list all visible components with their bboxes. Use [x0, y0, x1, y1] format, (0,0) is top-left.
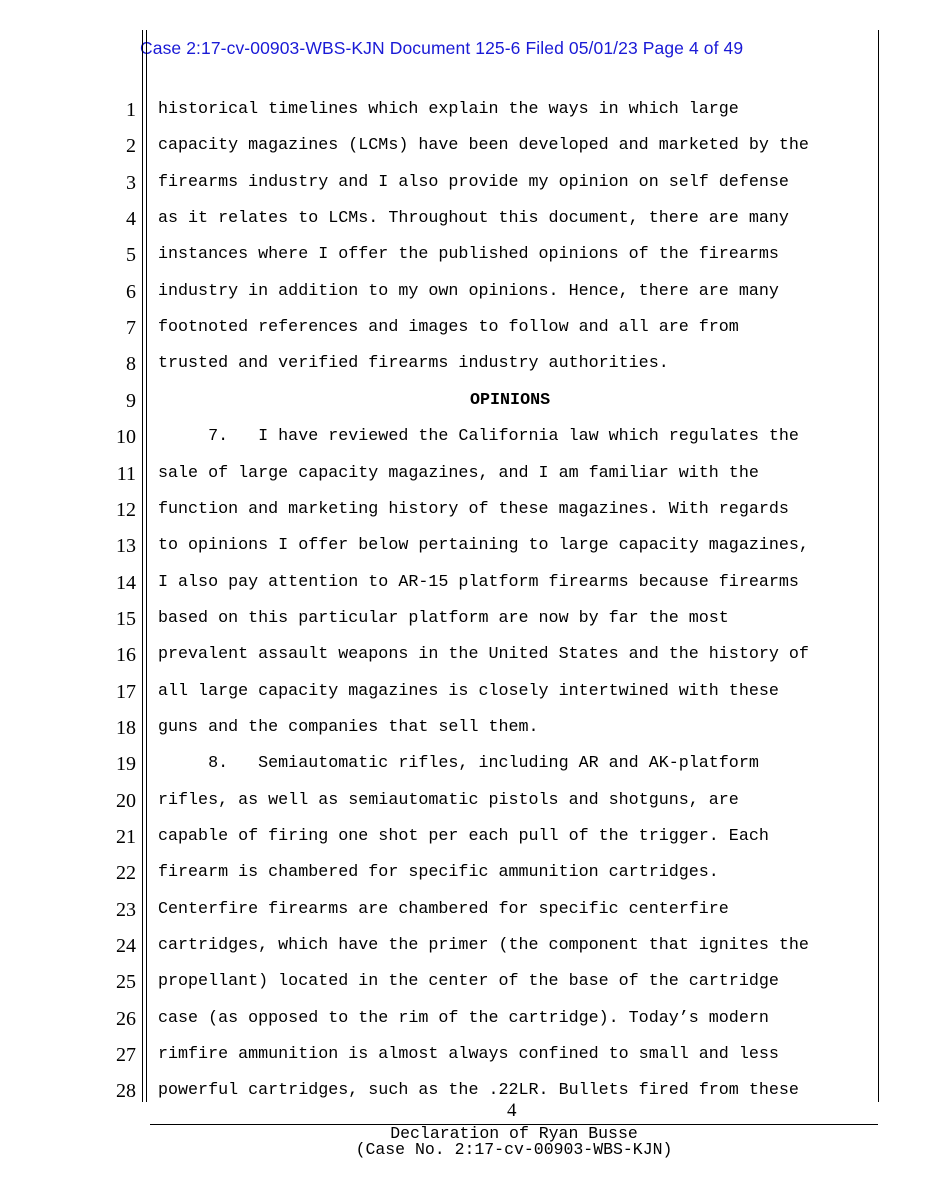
line-number: 11 [116, 462, 136, 485]
text-line: based on this particular platform are now by far the most [158, 608, 729, 628]
text-line: as it relates to LCMs. Throughout this document, there are many [158, 209, 789, 229]
text-line: cartridges, which have the primer (the component that ignites the [158, 936, 809, 956]
line-number: 8 [126, 353, 136, 376]
line-number: 4 [126, 208, 136, 231]
footer [150, 1126, 878, 1158]
text-line: case (as opposed to the rim of the cartridge). Today’s modern [158, 1008, 769, 1028]
line-number: 12 [116, 498, 136, 521]
line-number: 18 [116, 716, 136, 739]
line-number: 14 [116, 571, 136, 594]
text-line: capacity magazines (LCMs) have been developed and marketed by the [158, 136, 809, 156]
text-line: historical timelines which explain the ways in which large [158, 100, 739, 119]
left-margin-rule [142, 30, 143, 1102]
text-line: prevalent assault weapons in the United States and the history of [158, 645, 809, 665]
line-number: 22 [116, 862, 136, 885]
text-line: instances where I offer the published opinions of the firearms [158, 245, 779, 265]
line-number: 28 [116, 1080, 136, 1103]
line-number: 1 [126, 99, 136, 121]
text-line: firearms industry and I also provide my opinion on self defense [158, 172, 789, 192]
line-number: 27 [116, 1044, 136, 1067]
line-number: 3 [126, 171, 136, 194]
text-line: trusted and verified firearms industry authorities. [158, 354, 669, 374]
footer-case-number: (Case No. 2:17-cv-00903-WBS-KJN) [355, 1140, 673, 1159]
text-line: capable of firing one shot per each pull of the trigger. Each [158, 827, 769, 846]
text-line: rimfire ammunition is almost always confined to small and less [158, 1045, 779, 1065]
text-line: to opinions I offer below pertaining to large capacity magazines, [158, 536, 809, 556]
line-number: 19 [116, 753, 136, 776]
text-line: powerful cartridges, such as the .22LR. Bullets fired from these [158, 1081, 799, 1101]
line-number: 9 [126, 389, 136, 412]
text-line: firearm is chambered for specific ammunition cartridges. [158, 863, 719, 883]
text-line: propellant) located in the center of the base of the cartridge [158, 972, 779, 992]
line-number: 2 [126, 135, 136, 158]
line-number: 10 [116, 426, 136, 449]
text-line: 8. Semiautomatic rifles, including AR and AK-platform [158, 754, 759, 774]
line-number: 25 [116, 971, 136, 994]
text-line: function and marketing history of these magazines. With regards [158, 499, 789, 519]
line-number: 26 [116, 1007, 136, 1030]
right-margin-rule [878, 30, 879, 1102]
text-line: sale of large capacity magazines, and I am familiar with the [158, 463, 759, 483]
left-margin-rule-inner [146, 30, 147, 1102]
line-number: 24 [116, 935, 136, 958]
line-number: 21 [116, 826, 136, 848]
line-number: 15 [116, 607, 136, 630]
line-number: 6 [126, 280, 136, 303]
text-line: 7. I have reviewed the California law which regulates the [158, 427, 799, 447]
line-number: 17 [116, 680, 136, 703]
section-heading: OPINIONS [470, 390, 551, 410]
line-number: 5 [126, 244, 136, 267]
text-line: guns and the companies that sell them. [158, 717, 539, 737]
case-header: Case 2:17-cv-00903-WBS-KJN Document 125-6 Filed 05/01/23 Page 4 of 49 [140, 38, 744, 58]
text-line: footnoted references and images to follow and all are from [158, 318, 739, 338]
text-line: I also pay attention to AR-15 platform firearms because firearms [158, 572, 799, 592]
line-number: 20 [116, 789, 136, 812]
line-number: 16 [116, 644, 136, 667]
page-number: 4 [507, 1100, 517, 1121]
text-line: rifles, as well as semiautomatic pistols and shotguns, are [158, 790, 739, 810]
line-number: 23 [116, 898, 136, 921]
text-line: Centerfire firearms are chambered for specific centerfire [158, 899, 729, 919]
line-number: 13 [116, 535, 136, 558]
line-number: 7 [126, 317, 136, 340]
text-line: all large capacity magazines is closely intertwined with these [158, 681, 779, 701]
text-line: industry in addition to my own opinions. Hence, there are many [158, 281, 779, 301]
footer-title: Declaration of Ryan Busse [390, 1124, 638, 1143]
